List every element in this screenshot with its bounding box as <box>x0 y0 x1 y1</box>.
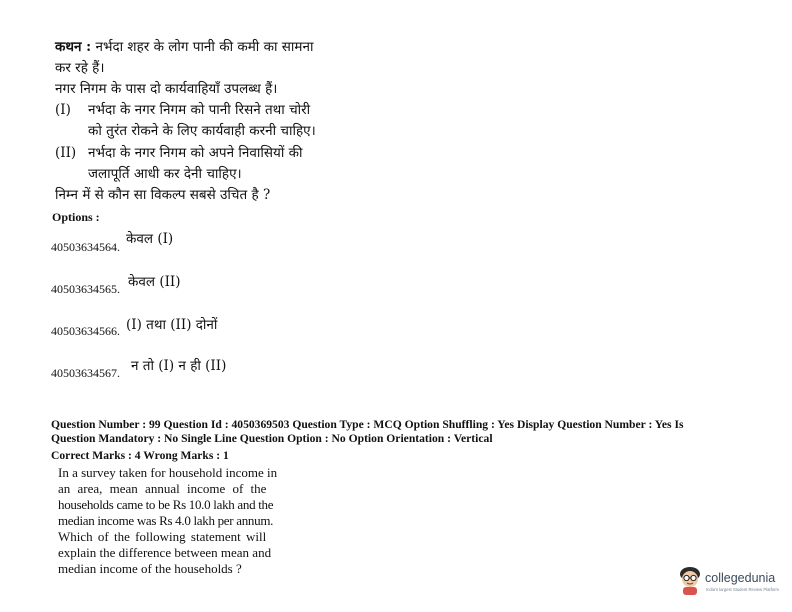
action-2-line-2: जलापूर्ति आधी कर देनी चाहिए। <box>88 166 242 182</box>
option-3-text: (I) तथा (II) दोनों <box>126 317 218 333</box>
question-meta-line-1: Question Number : 99 Question Id : 4050369503 Question Type : MCQ Option Shuffling : Yes Display Question Number : Yes Is <box>51 418 684 431</box>
statement-line-2: कर रहे हैं। <box>55 60 105 76</box>
option-2-text: केवल (II) <box>128 274 181 290</box>
question-line-5: Which of the following statement will <box>58 529 267 544</box>
question-text: निम्न में से कौन सा विकल्प सबसे उचित है ? <box>55 187 271 203</box>
question-line-3: households came to be Rs 10.0 lakh and the <box>58 497 274 512</box>
collegedunia-watermark <box>677 565 787 597</box>
action-1-line-2: को तुरंत रोकने के लिए कार्यवाही करनी चाहिए। <box>88 123 316 139</box>
options-label: Options : <box>52 210 100 224</box>
action-1-line-1: नर्भदा के नगर निगम को पानी रिसने तथा चोरी <box>88 102 311 118</box>
action-1-number: (I) <box>55 102 71 118</box>
question-line-1: In a survey taken for household income in <box>58 465 278 480</box>
option-1-text: केवल (I) <box>126 231 174 247</box>
actions-intro: नगर निगम के पास दो कार्यवाहियाँ उपलब्ध हैं। <box>55 81 278 97</box>
question-line-7: median income of the households ? <box>58 561 242 576</box>
option-1-id: 40503634564. <box>51 240 120 254</box>
question-line-2: an area, mean annual income of the <box>58 481 267 496</box>
statement-text: नर्भदा शहर के लोग पानी की कमी का सामना <box>95 39 314 55</box>
marks-info: Correct Marks : 4 Wrong Marks : 1 <box>51 449 229 462</box>
statement-line-1 <box>55 38 313 56</box>
statement-label: कथन : <box>55 39 92 55</box>
option-2-id: 40503634565. <box>51 282 120 296</box>
question-line-6: explain the difference between mean and <box>58 545 272 560</box>
option-3-id: 40503634566. <box>51 324 120 338</box>
mascot-icon <box>677 565 703 595</box>
action-2-line-1: नर्भदा के नगर निगम को अपने निवासियों की <box>88 145 303 161</box>
brand-name: collegedunia <box>705 571 776 585</box>
action-2-number: (II) <box>55 145 77 161</box>
brand-tagline: India's largest Student Review Platform <box>706 587 779 592</box>
option-4-text: न तो (I) न ही (II) <box>131 358 227 374</box>
option-4-id: 40503634567. <box>51 366 120 380</box>
question-line-4: median income was Rs 4.0 lakh per annum. <box>58 513 274 528</box>
question-meta-line-2: Question Mandatory : No Single Line Question Option : No Option Orientation : Vertical <box>51 432 493 445</box>
